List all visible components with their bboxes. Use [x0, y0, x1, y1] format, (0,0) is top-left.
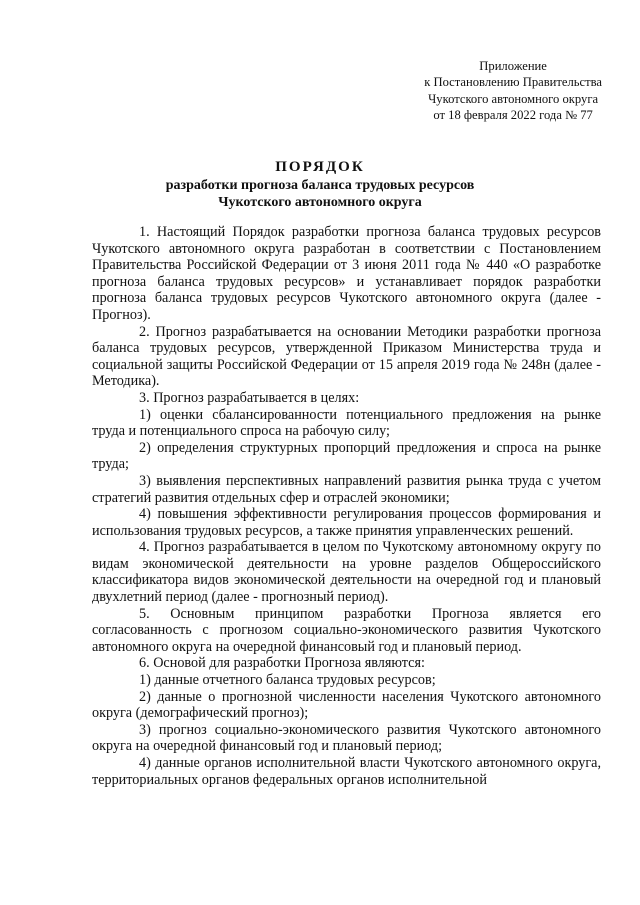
- appendix-note: [424, 58, 602, 123]
- paragraph: 2. Прогноз разрабатывается на основании Методики разработки прогноза баланса трудовых ресурсов, утвержденной Приказом Министерства труда и социальной защиты Российской Федерации от 15 апреля 2019 года № 248н (далее - Методика).: [92, 323, 601, 390]
- appendix-line: Чукотского автономного округа: [428, 91, 599, 106]
- paragraph: 2) данные о прогнозной численности населения Чукотского автономного округа (демографический прогноз);: [92, 688, 601, 722]
- appendix-line: от 18 февраля 2022 года № 77: [433, 107, 593, 122]
- paragraph: 4) данные органов исполнительной власти Чукотского автономного округа, территориальных органов федеральных органов исполнительной: [92, 755, 601, 788]
- appendix-line: к Постановлению Правительства: [424, 75, 602, 90]
- paragraph: 3) прогноз социально-экономического развития Чукотского автономного округа на очередной финансовый год и плановый период;: [92, 721, 601, 755]
- paragraph: 1) данные отчетного баланса трудовых ресурсов;: [139, 672, 436, 689]
- paragraph: 3. Прогноз разрабатывается в целях:: [139, 389, 360, 406]
- paragraph: 1) оценки сбалансированности потенциального предложения на рынке труда и потенциального спроса на рабочую силу;: [92, 406, 601, 440]
- paragraph: 2) определения структурных пропорций предложения и спроса на рынке труда;: [92, 439, 601, 473]
- paragraph: 1. Настоящий Порядок разработки прогноза баланса трудовых ресурсов Чукотского автономного округа разработан в соответствии с Постановлением Правительства Российской Федерации от 3 июня 2011 года № 440 «О разработке прогноза баланса трудовых ресурсов» и устанавливает порядок разработки прогноза баланса трудовых ресурсов Чукотского автономного округа (далее - Прогноз).: [92, 224, 601, 323]
- document-body: [92, 224, 601, 788]
- title-main: ПОРЯДОК: [275, 159, 365, 175]
- document-title: [0, 157, 640, 211]
- paragraph: 3) выявления перспективных направлений развития рынка труда с учетом стратегий развития отдельных сфер и отраслей экономики;: [92, 472, 601, 506]
- appendix-line: Приложение: [479, 59, 547, 73]
- paragraph: 6. Основой для разработки Прогноза являются:: [139, 655, 425, 672]
- paragraph: 4. Прогноз разрабатывается в целом по Чукотскому автономному округу по видам экономической деятельности на уровне разделов Общероссийского классификатора видов экономической деятельности на очередной год и плановый двухлетний период (далее - прогнозный период).: [92, 539, 601, 606]
- paragraph: 4) повышения эффективности регулирования процессов формирования и использования трудовых ресурсов, а также принятия управленческих решений.: [92, 506, 601, 539]
- paragraph: 5. Основным принципом разработки Прогноза является его согласованность с прогнозом социально-экономического развития Чукотского автономного округа на очередной финансовый год и плановый период.: [92, 605, 601, 655]
- title-subtitle: Чукотского автономного округа: [218, 195, 422, 210]
- title-subtitle: разработки прогноза баланса трудовых ресурсов: [165, 178, 475, 193]
